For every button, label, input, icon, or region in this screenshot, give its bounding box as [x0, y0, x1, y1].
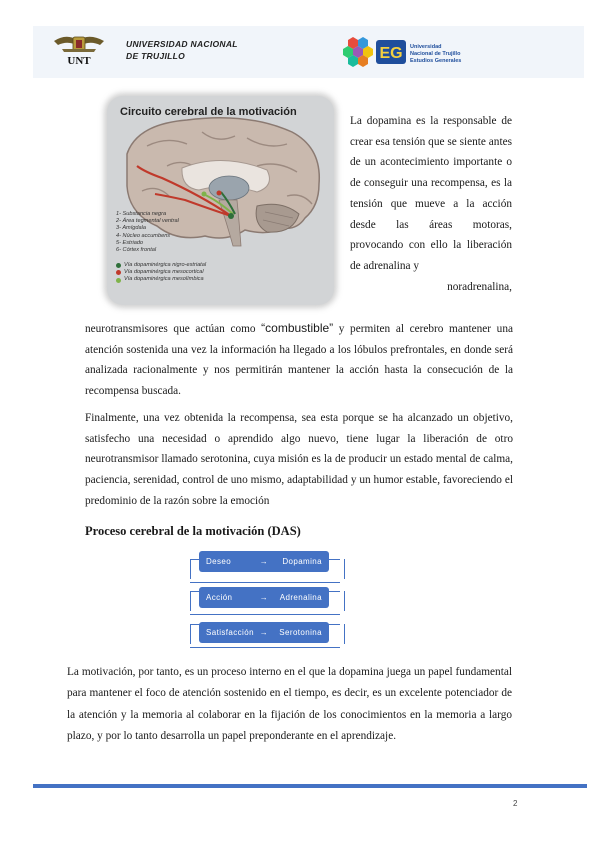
arrow-right-icon: → [259, 557, 269, 566]
arrow-right-icon: → [259, 628, 269, 637]
flow-step-stage: Satisfacción [206, 628, 254, 637]
flow-step-deseo [199, 551, 329, 572]
flow-step-stage: Deseo [206, 557, 232, 566]
flow-step-stage: Acción [206, 593, 233, 602]
paragraph-dopamine-last: noradrenalina, [447, 280, 512, 293]
eg-subtitle-line1: Universidad [410, 44, 442, 50]
flow-connector [344, 624, 345, 644]
header-band [33, 26, 584, 78]
figure-title: Circuito cerebral de la motivación [120, 106, 297, 118]
eg-logo-text: EG [379, 45, 403, 62]
structure-item: 3- Amígdala [116, 225, 146, 232]
flow-step-satisfaccion [199, 622, 329, 643]
structure-item: 4- Núcleo accumbens [116, 232, 171, 239]
unt-logo-text: UNT [67, 55, 91, 67]
flow-step-result: Adrenalina [279, 593, 322, 602]
structure-item: 6- Córtex frontal [116, 247, 157, 254]
pathway-color-dot [116, 263, 121, 268]
paragraph-continuation-after: y permiten al cerebro mantener una atención sostenida una vez la información ha llegado a los lóbulos prefrontales, en donde será analizada racionalmente y nos permitirán mantener la acción hasta la consecución de la recompensa buscada. [85, 323, 513, 398]
pathway-color-dot [116, 278, 121, 283]
pathway-label: Vía dopaminérgica mesocortical [124, 269, 204, 276]
paragraph-motivation: La motivación, por tanto, es un proceso interno en el que la dopamina juega un papel fundamental para mantener el foco de atención sostenido en el tiempo, es decir, es un excelente potenciador de la atención y la memoria al colaborar en la fijación de los conocimientos en la memoria a largo plazo, y por lo tanto desarrolla un papel preponderante en el aprendizaje. [67, 666, 512, 742]
flow-step-result: Serotonina [279, 628, 322, 637]
eg-subtitle-line2: Nacional de Trujillo [410, 51, 461, 57]
structure-item: 5- Estriado [116, 239, 144, 246]
structure-item: 2- Área tegmental ventral [116, 218, 179, 225]
flow-connector [344, 559, 345, 579]
pathway-label: Vía dopaminérgica mesolímbica [124, 276, 204, 283]
pathway-label: Vía dopaminérgica nigro-estriatal [124, 262, 207, 268]
flow-connector [190, 591, 191, 611]
paragraph-dopamine-text: La dopamina es la responsable de crear esa tensión que se siente antes de un acontecimiento importante o de conseguir una recompensa, es la tensión que mueve a la acción desde las áreas motoras, provocando con ello la liberación de adrenalina y [350, 115, 512, 272]
university-name-line1: UNIVERSIDAD NACIONAL [126, 39, 238, 49]
flow-connector [190, 647, 340, 648]
flow-connector [190, 614, 340, 615]
pathway-legend-item [116, 262, 206, 269]
flow-connector [344, 591, 345, 611]
paragraph-continuation-quoted: “combustible” [261, 321, 334, 335]
unt-logo [48, 31, 110, 69]
footer-band [33, 784, 587, 788]
paragraph-continuation [85, 318, 513, 402]
section-heading-das: Proceso cerebral de la motivación (DAS) [85, 524, 301, 538]
page-number: 2 [513, 799, 518, 808]
university-name-line2: DE TRUJILLO [126, 51, 186, 61]
arrow-right-icon: → [259, 593, 269, 602]
figure-structure-list [116, 211, 179, 254]
flow-connector [190, 624, 191, 644]
pathway-legend-item [116, 276, 206, 283]
figure-pathway-legend [116, 262, 206, 284]
paragraph-continuation-before: neurotransmisores que actúan como [85, 323, 262, 335]
brain-circuit-figure [107, 96, 334, 305]
university-name [126, 38, 238, 62]
paragraph-serotonin: Finalmente, una vez obtenida la recompensa, sea esta porque se ha alcanzado un objetivo, satisfecho una necesidad o aprendido algo nuevo, tiene lugar la liberación de otro neurotransmisor llamado serotonina, cuya misión es la de producir un estado mental de calma, paciencia, serenidad, control de uno mismo, adaptabilidad y un humor estable, favoreciendo el predominio de la razón sobre la emoción [85, 412, 513, 507]
paragraph-dopamine [350, 111, 512, 297]
flow-step-accion [199, 587, 329, 608]
structure-item: 1- Substancia negra [116, 211, 167, 217]
estudios-generales-logo [340, 36, 476, 68]
flow-step-result: Dopamina [282, 557, 322, 566]
pathway-color-dot [116, 270, 121, 275]
flow-connector [190, 582, 340, 583]
flow-connector [190, 559, 191, 579]
eg-subtitle-line3: Estudios Generales [410, 58, 462, 64]
pathway-legend-item [116, 269, 206, 276]
